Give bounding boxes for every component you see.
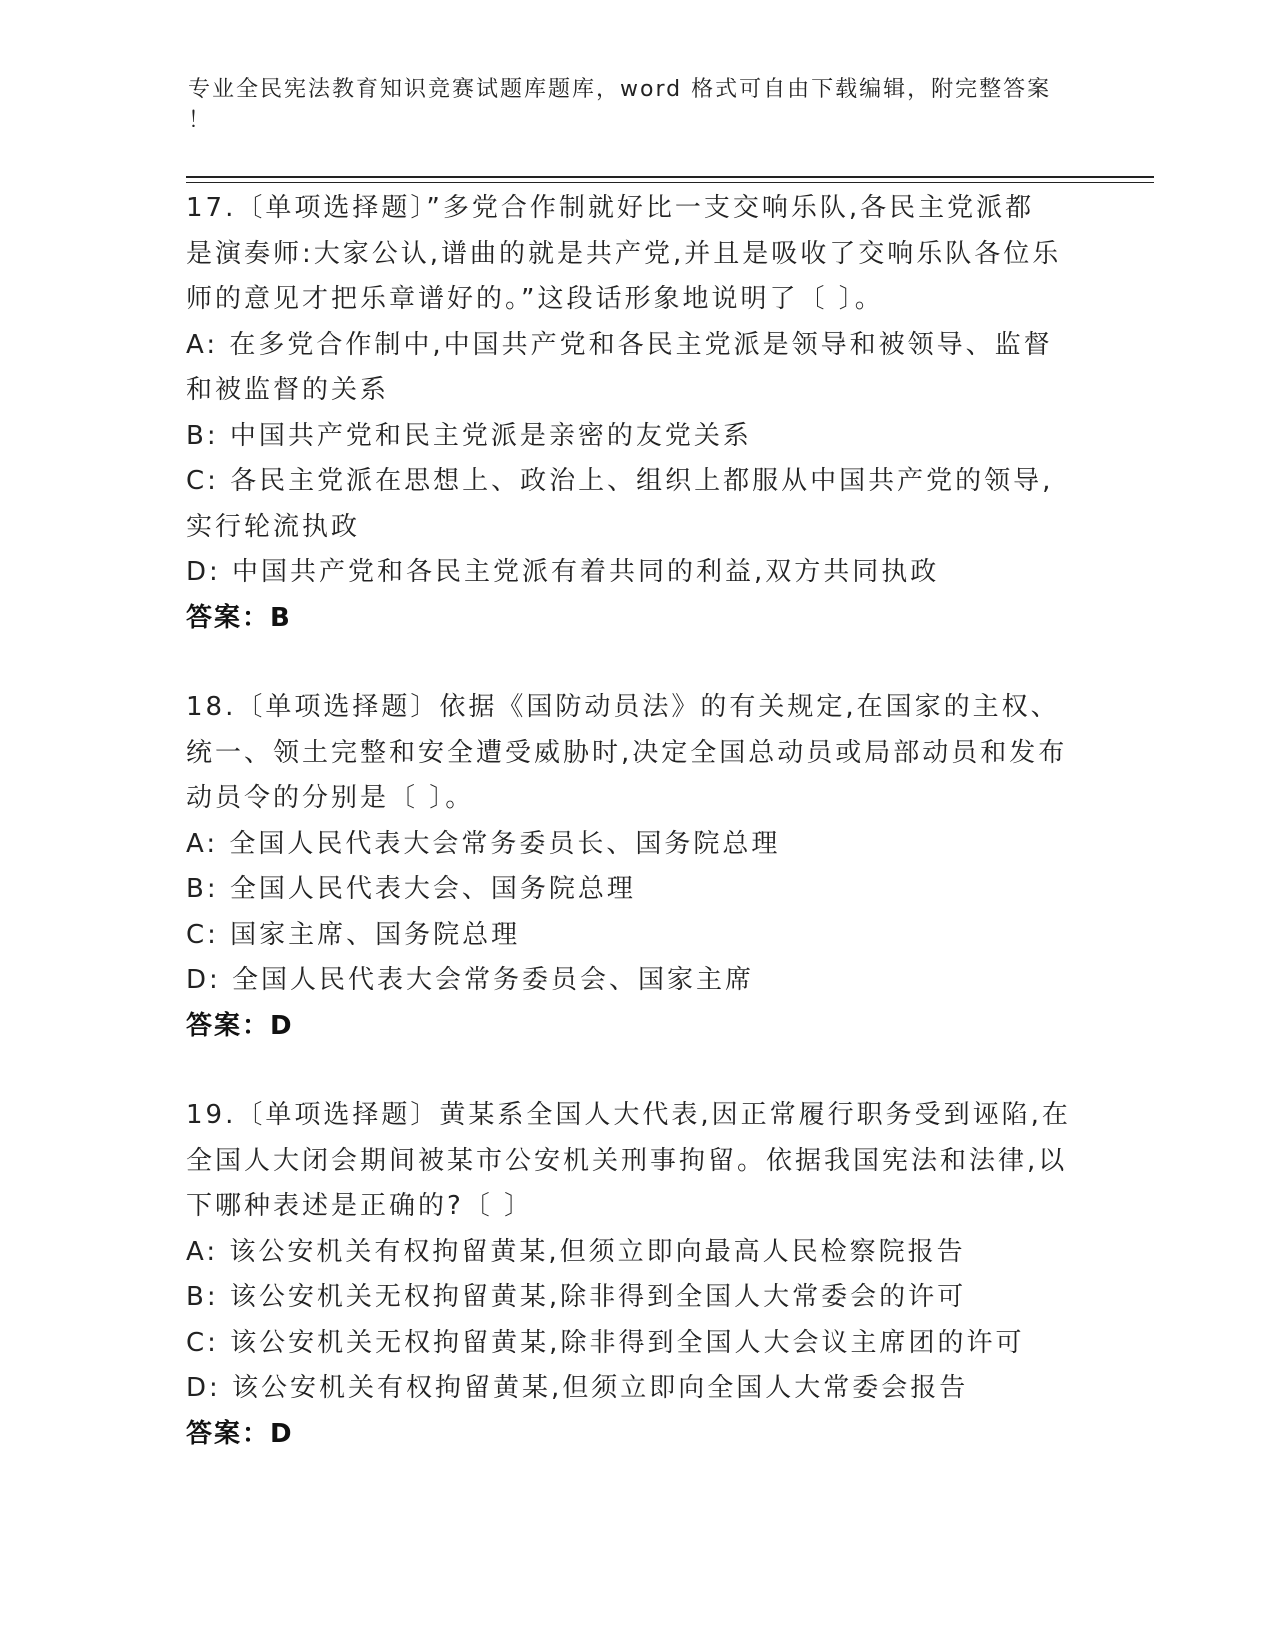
document-header [188,74,1068,136]
option-b: B: 中国共产党和民主党派是亲密的友党关系 [186,420,752,451]
question-18 [186,685,1086,1049]
question-stem-line: 统一、领土完整和安全遭受威胁时,决定全国总动员或局部动员和发布 [186,737,1068,768]
header-divider-thin [186,182,1154,183]
answer-label: 答案：D [186,1010,294,1041]
answer-label: 答案：D [186,1418,294,1449]
question-stem-line: 18.〔单项选择题〕依据《国防动员法》的有关规定,在国家的主权、 [186,692,1060,722]
question-stem-line: 全国人大闭会期间被某市公安机关刑事拘留。依据我国宪法和法律,以 [186,1145,1068,1176]
option-a: A: 在多党合作制中,中国共产党和各民主党派是领导和被领导、监督 [186,329,1053,360]
option-a: A: 该公安机关有权拘留黄某,但须立即向最高人民检察院报告 [186,1236,966,1267]
option-d: D: 全国人民代表大会常务委员会、国家主席 [186,965,755,995]
question-stem-line: 是演奏师:大家公认,谱曲的就是共产党,并且是吸收了交响乐队各位乐 [186,238,1062,269]
header-divider-thick [186,176,1154,178]
question-17 [186,186,1086,641]
option-c: C: 该公安机关无权拘留黄某,除非得到全国人大会议主席团的许可 [186,1327,1025,1358]
option-c: C: 国家主席、国务院总理 [186,919,521,950]
option-c-continued: 实行轮流执政 [186,511,361,542]
option-b: B: 该公安机关无权拘留黄某,除非得到全国人大常委会的许可 [186,1282,967,1312]
option-c: C: 各民主党派在思想上、政治上、组织上都服从中国共产党的领导, [186,466,1054,496]
option-b: B: 全国人民代表大会、国务院总理 [186,874,636,904]
question-stem-line: 动员令的分别是〔 〕。 [186,783,475,813]
question-stem-line: 19.〔单项选择题〕黄某系全国人大代表,因正常履行职务受到诬陷,在 [186,1100,1071,1130]
answer-label: 答案：B [186,602,292,633]
question-stem-line: 下哪种表述是正确的?〔 〕 [186,1191,534,1221]
header-line-1: 专业全民宪法教育知识竞赛试题库题库，word 格式可自由下载编辑，附完整答案 [188,77,1052,102]
question-19 [186,1093,1086,1457]
question-stem-line: 师的意见才把乐章谱好的。”这段话形象地说明了〔 〕。 [186,284,884,314]
option-a: A: 全国人民代表大会常务委员长、国务院总理 [186,828,781,859]
option-d: D: 中国共产党和各民主党派有着共同的利益,双方共同执政 [186,557,940,587]
option-d: D: 该公安机关有权拘留黄某,但须立即向全国人大常委会报告 [186,1373,969,1403]
question-stem-line: 17.〔单项选择题〕”多党合作制就好比一支交响乐队,各民主党派都 [186,193,1035,223]
option-a-continued: 和被监督的关系 [186,375,390,405]
header-line-2: ！ [188,108,213,133]
